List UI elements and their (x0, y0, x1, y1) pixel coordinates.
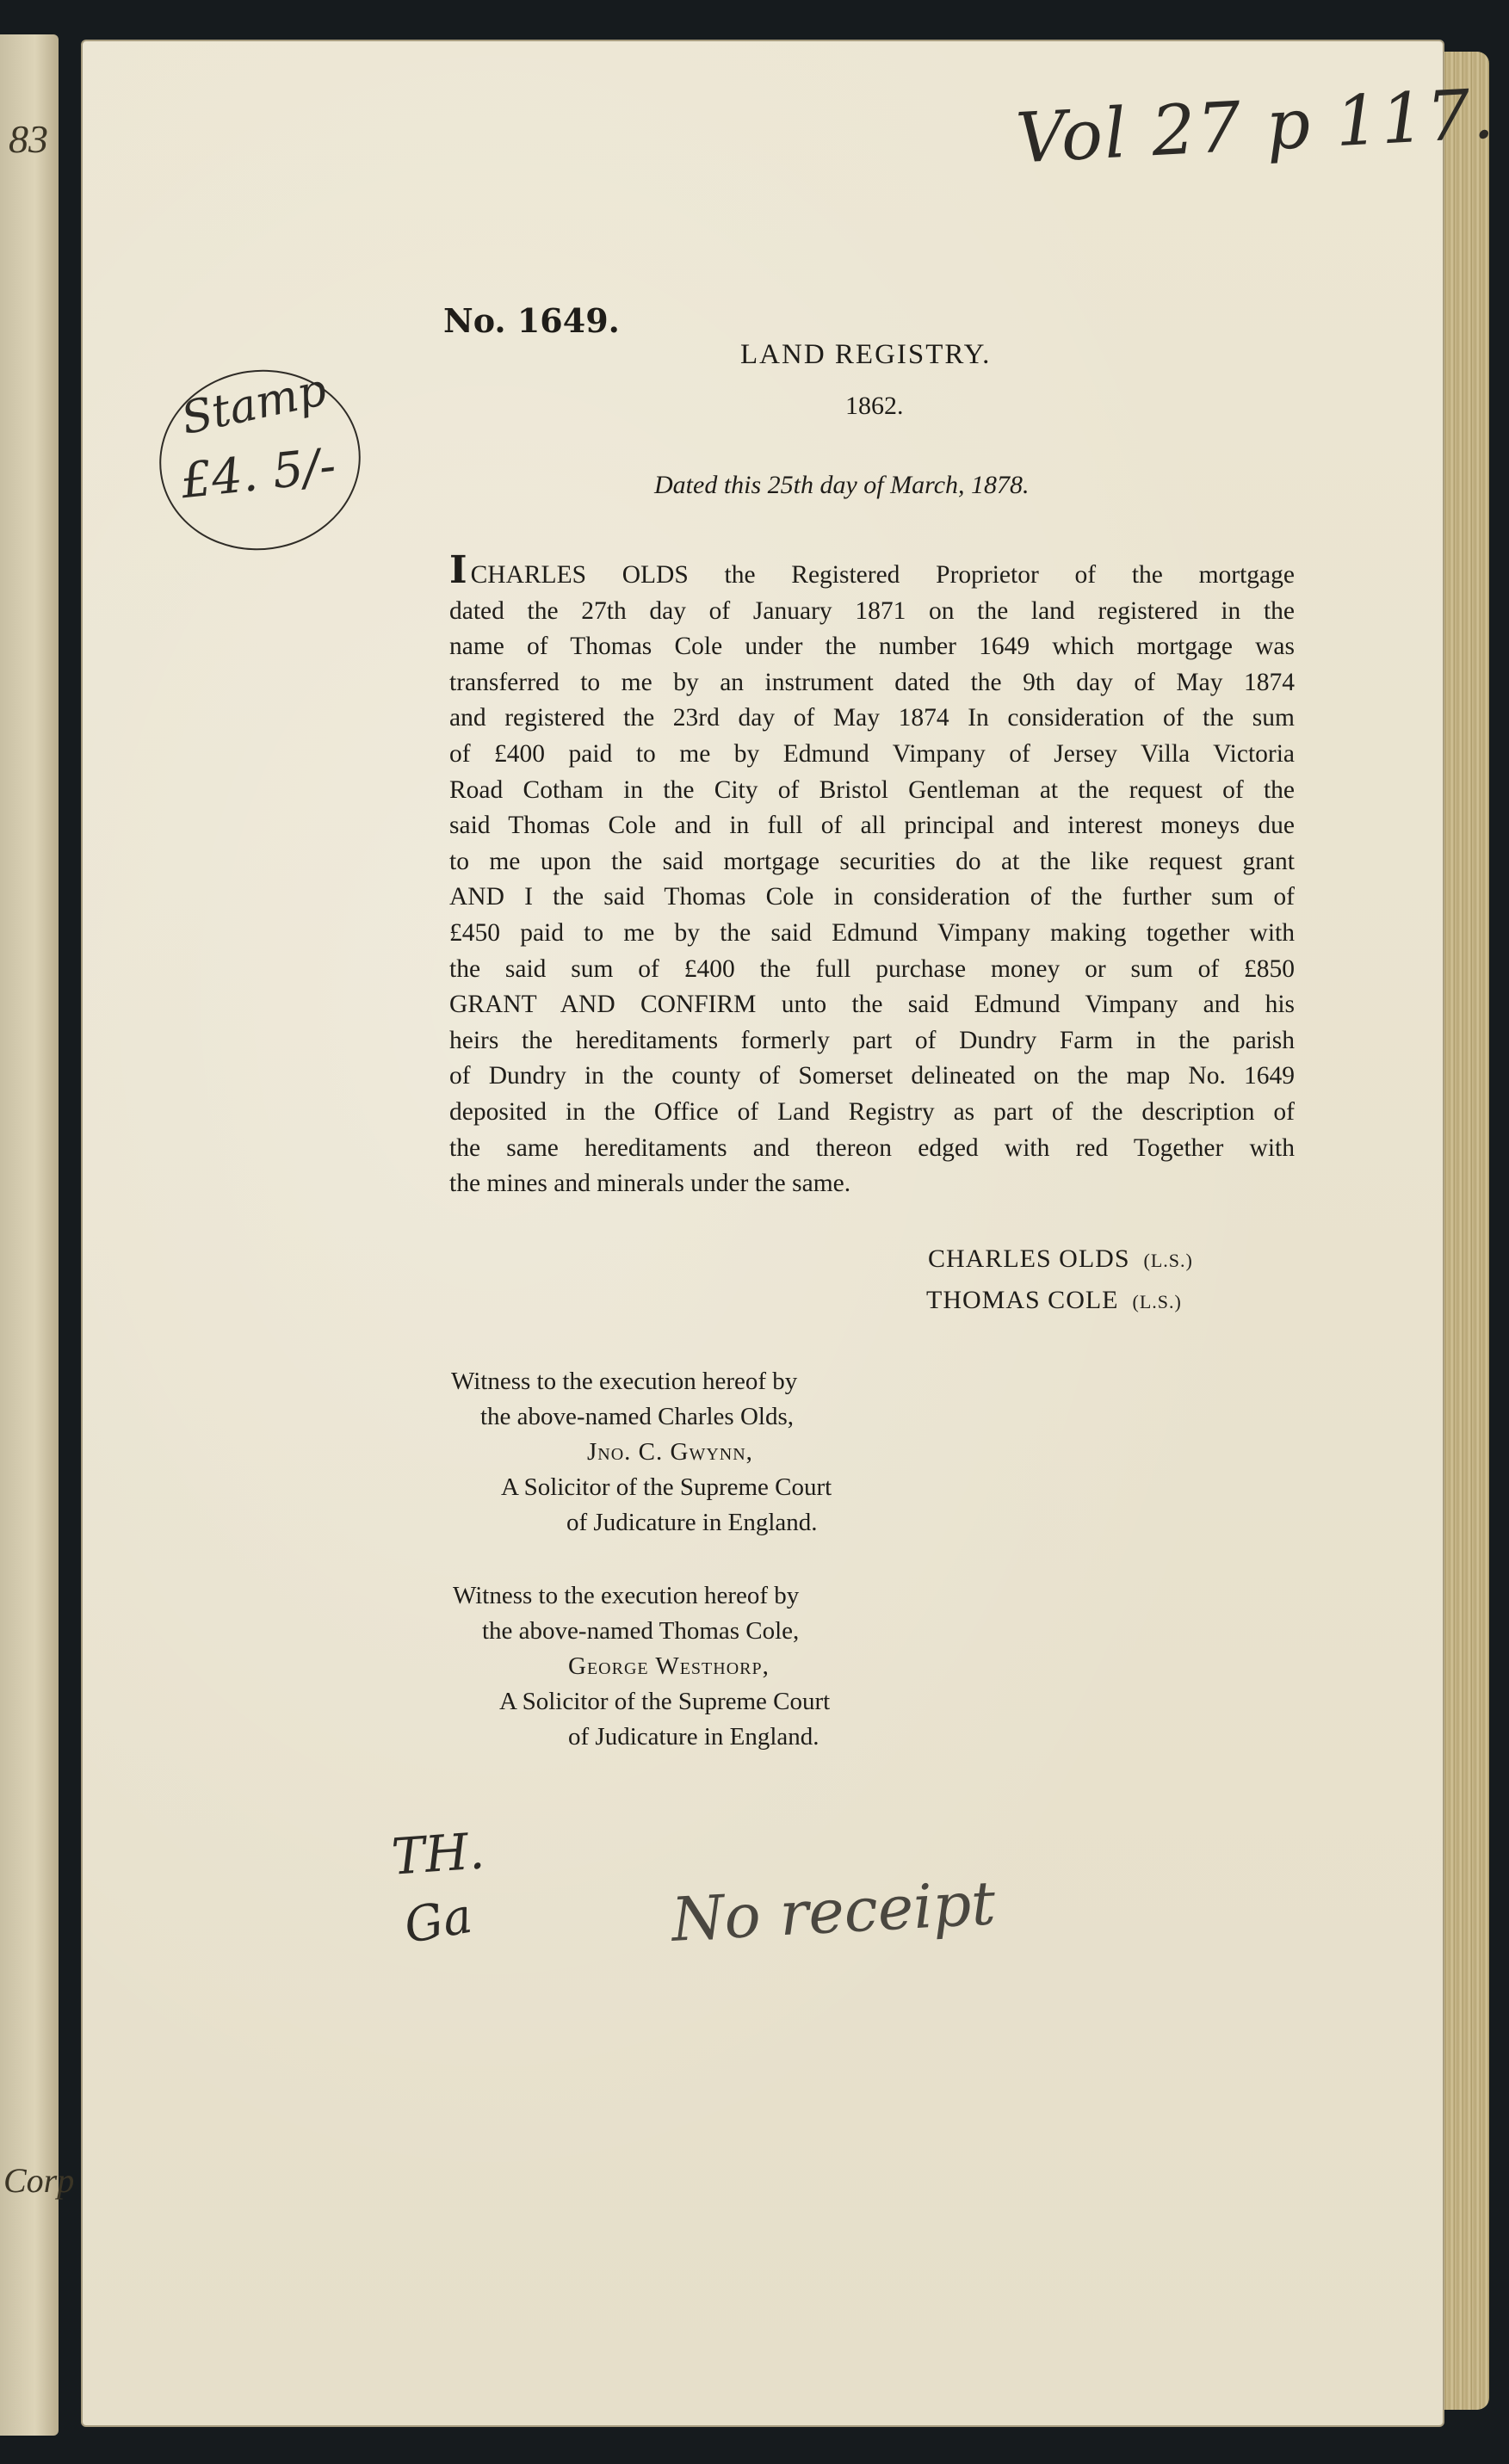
signature-thomas-cole: THOMAS COLE (L.S.) (926, 1286, 1182, 1314)
stamp-duty-label: Stamp (176, 363, 331, 446)
body-line: to me upon the said mortgage securities do at the like request grant (449, 847, 1295, 875)
body-line: name of Thomas Cole under the number 1649 which mortgage was (449, 633, 1295, 661)
body-line: I CHARLES OLDS the Registered Proprietor of the mortgage (449, 548, 1295, 592)
handwritten-initials-2: Ga (399, 1887, 477, 1955)
registry-year: 1862. (845, 392, 904, 420)
seal-mark: (L.S.) (1132, 1291, 1182, 1312)
body-line: Road Cotham in the City of Bristol Gentleman at the request of the (449, 775, 1295, 804)
witness-block-2: Witness to the execution hereof by the above-named Thomas Cole, George Westhorp, A Solicitor of the Supreme Court of Judicature in England. (453, 1582, 831, 1751)
witness-name: Jno. C. Gwynn, (587, 1438, 753, 1466)
body-line: the mines and minerals under the same. (449, 1170, 851, 1198)
registry-title: LAND REGISTRY. (740, 339, 992, 370)
margin-note-top: 83 (9, 117, 48, 161)
body-line: the same hereditaments and thereon edged with red Together with (449, 1133, 1295, 1162)
body-line: the said sum of £400 the full purchase money or sum of £850 (449, 954, 1295, 983)
body-line: of Dundry in the county of Somerset delineated on the map No. 1649 (449, 1062, 1295, 1090)
body-line: dated the 27th day of January 1871 on the land registered in the (449, 596, 1295, 625)
adjacent-page-edge (0, 34, 75, 2436)
body-line: GRANT AND CONFIRM unto the said Edmund Vimpany and his (449, 991, 1295, 1019)
drop-cap: I (449, 548, 467, 592)
body-line: said Thomas Cole and in full of all principal and interest moneys due (449, 812, 1295, 840)
handwritten-initials-1: TH. (389, 1821, 486, 1887)
handwritten-receipt-note: No receipt (670, 1868, 998, 1955)
body-line: AND I the said Thomas Cole in consideration of the further sum of (449, 883, 1295, 911)
stamp-duty-amount: £4. 5/- (178, 437, 339, 510)
body-line: deposited in the Office of Land Registry as part of the description of (449, 1097, 1295, 1126)
document-number: No. 1649. (443, 301, 620, 340)
body-line: £450 paid to me by the said Edmund Vimpany making together with (449, 918, 1295, 947)
margin-note-bottom: Corp (3, 2161, 75, 2200)
volume-reference-handwritten: Vol 27 p 117. (1013, 73, 1498, 179)
witness-block-1: Witness to the execution hereof by the above-named Charles Olds, Jno. C. Gwynn, A Solicitor of the Supreme Court of Judicature in England. (451, 1368, 832, 1536)
body-line: of £400 paid to me by Edmund Vimpany of Jersey Villa Victoria (449, 739, 1295, 768)
body-line: heirs the hereditaments formerly part of Dundry Farm in the parish (449, 1026, 1295, 1054)
witness-name: George Westhorp, (568, 1652, 770, 1680)
signature-charles-olds: CHARLES OLDS (L.S.) (928, 1244, 1193, 1273)
body-line: transferred to me by an instrument dated the 9th day of May 1874 (449, 668, 1295, 696)
body-line: and registered the 23rd day of May 1874 In consideration of the sum (449, 704, 1295, 732)
dated-line: Dated this 25th day of March, 1878. (654, 471, 1030, 499)
deed-body (449, 548, 1295, 1202)
seal-mark: (L.S.) (1143, 1250, 1193, 1271)
